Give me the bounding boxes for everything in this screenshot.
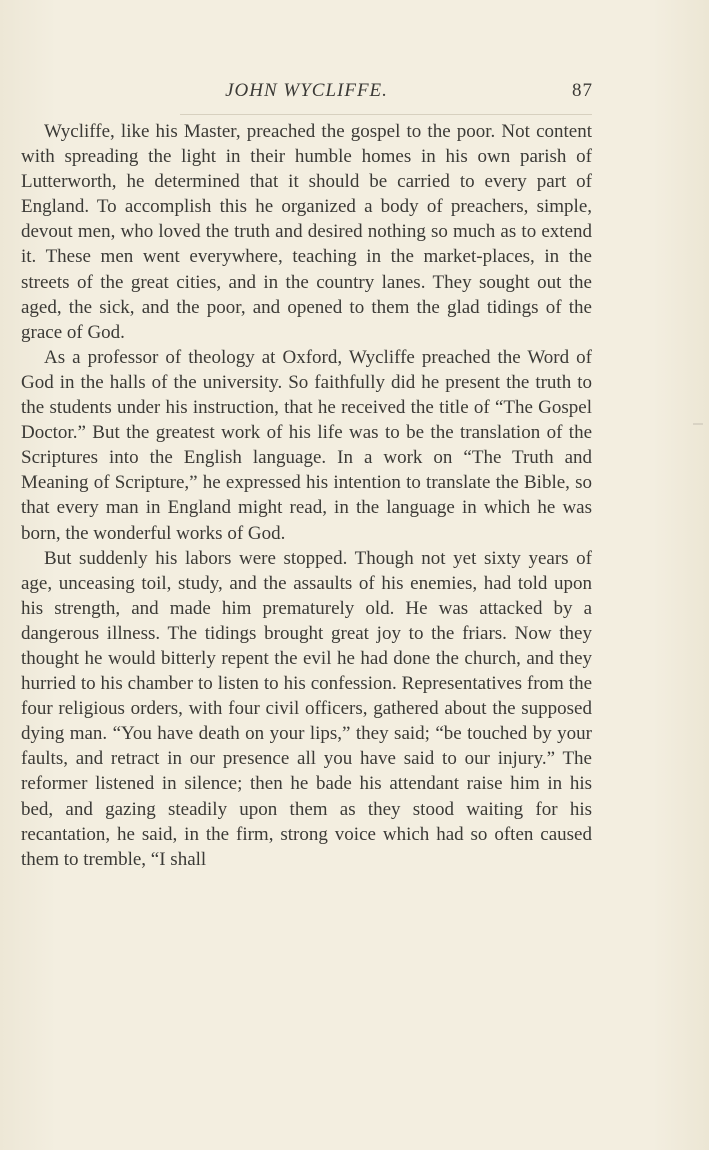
page-edge-mark — [693, 423, 703, 425]
page-number: 87 — [572, 80, 593, 101]
paragraph-1: Wycliffe, like his Master, preached the gospel to the poor. Not content with spreading the light in their humble homes in his own parish of Lutterworth, he determined that it should be carried to every part of England. To accomplish this he organized a body of preachers, simple, devout men, who loved the truth and desired nothing so much as to extend it. These men went everywhere, teaching in the market-places, in the streets of the great cities, and in the country lanes. They sought out the aged, the sick, and the poor, and opened to them the glad tidings of the grace of God. — [21, 121, 592, 343]
paragraph-3: But suddenly his labors were stopped. Though not yet sixty years of age, unceasing toil, study, and the assaults of his enemies, had told upon his strength, and made him prematurely old. He was attacked by a dangerous illness. The tidings brought great joy to the friars. Now they thought he would bitterly repent the evil he had done the church, and they hurried to his chamber to listen to his confession. Representatives from the four religious orders, with four civil officers, gathered about the supposed dying man. “You have death on your lips,” they said; “be touched by your faults, and retract in our presence all you have said to our injury.” The reformer listened in silence; then he bade his attendant raise him in his bed, and gazing steadily upon them as they stood waiting for his recantation, he said, in the firm, strong voice which had so often caused them to tremble, “I shall — [21, 547, 592, 870]
paragraph-2: As a professor of theology at Oxford, Wycliffe preached the Word of God in the halls of the university. So faithfully did he present the truth to the students under his instruction, that he received the title of “The Gospel Doctor.” But the greatest work of his life was to be the translation of the Scriptures into the English language. In a work on “The Truth and Meaning of Scripture,” he expressed his intention to translate the Bible, so that every man in England might read, in the language in which he was born, the wonderful works of God. — [21, 346, 592, 544]
header-rule — [180, 114, 592, 115]
running-head — [20, 80, 593, 104]
running-title: JOHN WYCLIFFE. — [225, 80, 388, 101]
body-text — [21, 119, 592, 872]
